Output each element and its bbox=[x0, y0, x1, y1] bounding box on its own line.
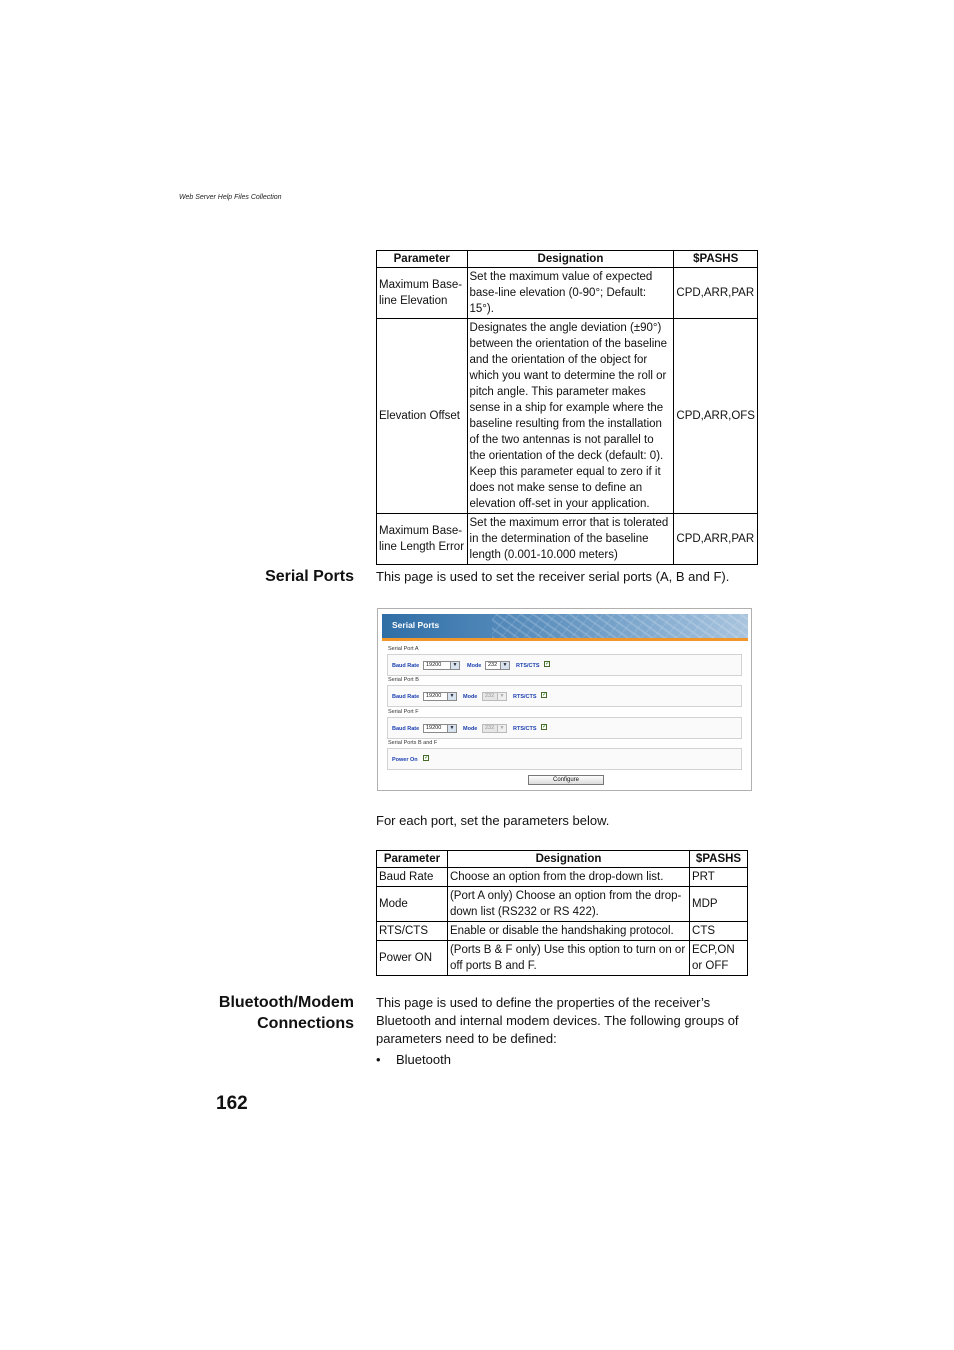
table-row bbox=[377, 268, 758, 319]
designation-cell: Set the maximum value of expected base-line elevation (0-90°; Default: 15°). bbox=[467, 268, 674, 319]
serial-ports-after-text: For each port, set the parameters below. bbox=[376, 813, 610, 828]
designation-cell: Choose an option from the drop-down list. bbox=[447, 868, 689, 887]
pashs-cell: CTS bbox=[690, 922, 748, 941]
serial-ports-heading: Serial Ports bbox=[265, 568, 354, 585]
mode-value: 232 bbox=[488, 662, 498, 668]
mode-value: 232 bbox=[485, 725, 495, 731]
group-label-port-b: Serial Port B bbox=[388, 677, 419, 683]
parameter-cell: Maximum Base-line Length Error bbox=[377, 514, 468, 565]
column-header: Parameter bbox=[377, 251, 468, 268]
parameter-cell: Baud Rate bbox=[377, 868, 448, 887]
rts-cts-label: RTS/CTS bbox=[516, 663, 540, 669]
page-number: 162 bbox=[216, 1093, 248, 1114]
group-box-port-f bbox=[387, 717, 742, 739]
parameter-cell: RTS/CTS bbox=[377, 922, 448, 941]
table-row bbox=[377, 941, 748, 976]
chevron-down-icon: ▼ bbox=[447, 725, 456, 732]
pashs-cell: CPD,ARR,PAR bbox=[674, 514, 758, 565]
parameter-cell: Maximum Base-line Elevation bbox=[377, 268, 468, 319]
table-header-row bbox=[377, 251, 758, 268]
mode-label: Mode bbox=[463, 694, 478, 700]
group-label-power: Serial Ports B and F bbox=[388, 740, 438, 746]
bluetooth-intro: This page is used to define the properties of the receiver’s Bluetooth and internal modem devices. The following groups of parameters need to be defined: bbox=[376, 995, 739, 1046]
bullet-symbol: • bbox=[376, 1052, 381, 1067]
baseline-parameters-table bbox=[376, 250, 758, 565]
column-header: $PASHS bbox=[674, 251, 758, 268]
baud-rate-select-a[interactable] bbox=[423, 661, 460, 670]
heading-line: Bluetooth/Modem bbox=[218, 994, 354, 1011]
rts-cts-checkbox-b[interactable]: ✓ bbox=[542, 692, 548, 698]
power-on-label: Power On bbox=[392, 757, 418, 763]
parameter-cell: Mode bbox=[377, 887, 448, 922]
designation-cell bbox=[467, 319, 674, 514]
mode-label: Mode bbox=[467, 663, 482, 669]
pashs-cell: ECP,ON or OFF bbox=[690, 941, 748, 976]
pashs-cell: CPD,ARR,PAR bbox=[674, 268, 758, 319]
baud-rate-label: Baud Rate bbox=[392, 726, 420, 732]
chevron-down-icon: ▼ bbox=[450, 662, 459, 669]
pashs-cell: MDP bbox=[690, 887, 748, 922]
designation-cell: (Port A only) Choose an option from the drop-down list (RS232 or RS 422). bbox=[447, 887, 689, 922]
parameter-cell: Elevation Offset bbox=[377, 319, 468, 514]
baud-rate-value: 19200 bbox=[426, 725, 442, 731]
pashs-cell: CPD,ARR,OFS bbox=[674, 319, 758, 514]
rts-cts-label: RTS/CTS bbox=[513, 726, 537, 732]
bullet-text: Bluetooth bbox=[396, 1052, 451, 1067]
group-box-port-a bbox=[387, 654, 742, 676]
chevron-down-icon: ▼ bbox=[497, 693, 506, 700]
rts-cts-label: RTS/CTS bbox=[513, 694, 537, 700]
table-row bbox=[377, 514, 758, 565]
rts-cts-checkbox-a[interactable]: ✓ bbox=[545, 661, 551, 667]
designation-text: Keep this parameter equal to zero if it does not make sense to define an elevation off-set in your application. bbox=[469, 466, 661, 510]
chevron-down-icon: ▼ bbox=[447, 693, 456, 700]
bluetooth-modem-heading bbox=[219, 992, 354, 1034]
baud-rate-label: Baud Rate bbox=[392, 663, 420, 669]
group-box-port-b bbox=[387, 685, 742, 707]
column-header: Designation bbox=[467, 251, 674, 268]
rts-cts-checkbox-f[interactable]: ✓ bbox=[542, 724, 548, 730]
designation-cell: Enable or disable the handshaking protocol. bbox=[447, 922, 689, 941]
table-row bbox=[377, 922, 748, 941]
screenshot-banner-title: Serial Ports bbox=[392, 620, 440, 630]
configure-button[interactable]: Configure bbox=[528, 775, 604, 785]
banner-accent-bar bbox=[382, 638, 748, 641]
designation-cell: (Ports B & F only) Use this option to turn on or off ports B and F. bbox=[447, 941, 689, 976]
table-row bbox=[377, 319, 758, 514]
list-item bbox=[376, 1051, 451, 1069]
mode-select-a[interactable] bbox=[485, 661, 510, 670]
mode-label: Mode bbox=[463, 726, 478, 732]
chevron-down-icon: ▼ bbox=[497, 725, 506, 732]
screenshot-banner bbox=[382, 614, 748, 638]
baud-rate-value: 19200 bbox=[426, 693, 442, 699]
designation-cell: Set the maximum error that is tolerated in the determination of the baseline length (0.001-10.000 meters) bbox=[467, 514, 674, 565]
table-header-row bbox=[377, 851, 748, 868]
mode-select-b bbox=[482, 692, 507, 701]
banner-map-pattern bbox=[492, 614, 748, 638]
serial-ports-intro: This page is used to set the receiver serial ports (A, B and F). bbox=[376, 569, 730, 584]
serial-port-parameters-table bbox=[376, 850, 748, 976]
group-box-power bbox=[387, 748, 742, 770]
power-on-checkbox[interactable]: ✓ bbox=[424, 755, 430, 761]
baud-rate-select-f[interactable] bbox=[423, 724, 457, 733]
baud-rate-select-b[interactable] bbox=[423, 692, 457, 701]
pashs-cell: PRT bbox=[690, 868, 748, 887]
running-head: Web Server Help Files Collection bbox=[179, 194, 282, 201]
baud-rate-value: 19200 bbox=[426, 662, 442, 668]
column-header: Designation bbox=[447, 851, 689, 868]
mode-value: 232 bbox=[485, 693, 495, 699]
column-header: $PASHS bbox=[690, 851, 748, 868]
table-row bbox=[377, 887, 748, 922]
group-label-port-a: Serial Port A bbox=[388, 646, 419, 652]
chevron-down-icon: ▼ bbox=[500, 662, 509, 669]
table-row bbox=[377, 868, 748, 887]
group-label-port-f: Serial Port F bbox=[388, 709, 419, 715]
serial-ports-screenshot bbox=[377, 608, 752, 791]
baud-rate-label: Baud Rate bbox=[392, 694, 420, 700]
heading-line: Connections bbox=[257, 1015, 354, 1032]
column-header: Parameter bbox=[377, 851, 448, 868]
mode-select-f bbox=[482, 724, 507, 733]
parameter-cell: Power ON bbox=[377, 941, 448, 976]
designation-text: Designates the angle deviation (±90°) between the orientation of the baseline and the orientation of the object for which you want to determine the roll or pitch angle. This parameter makes sense in a ship for example where the baseline resulting from the installation of the two antennas is not parallel to the orientation of the deck (default: 0). bbox=[469, 322, 668, 462]
